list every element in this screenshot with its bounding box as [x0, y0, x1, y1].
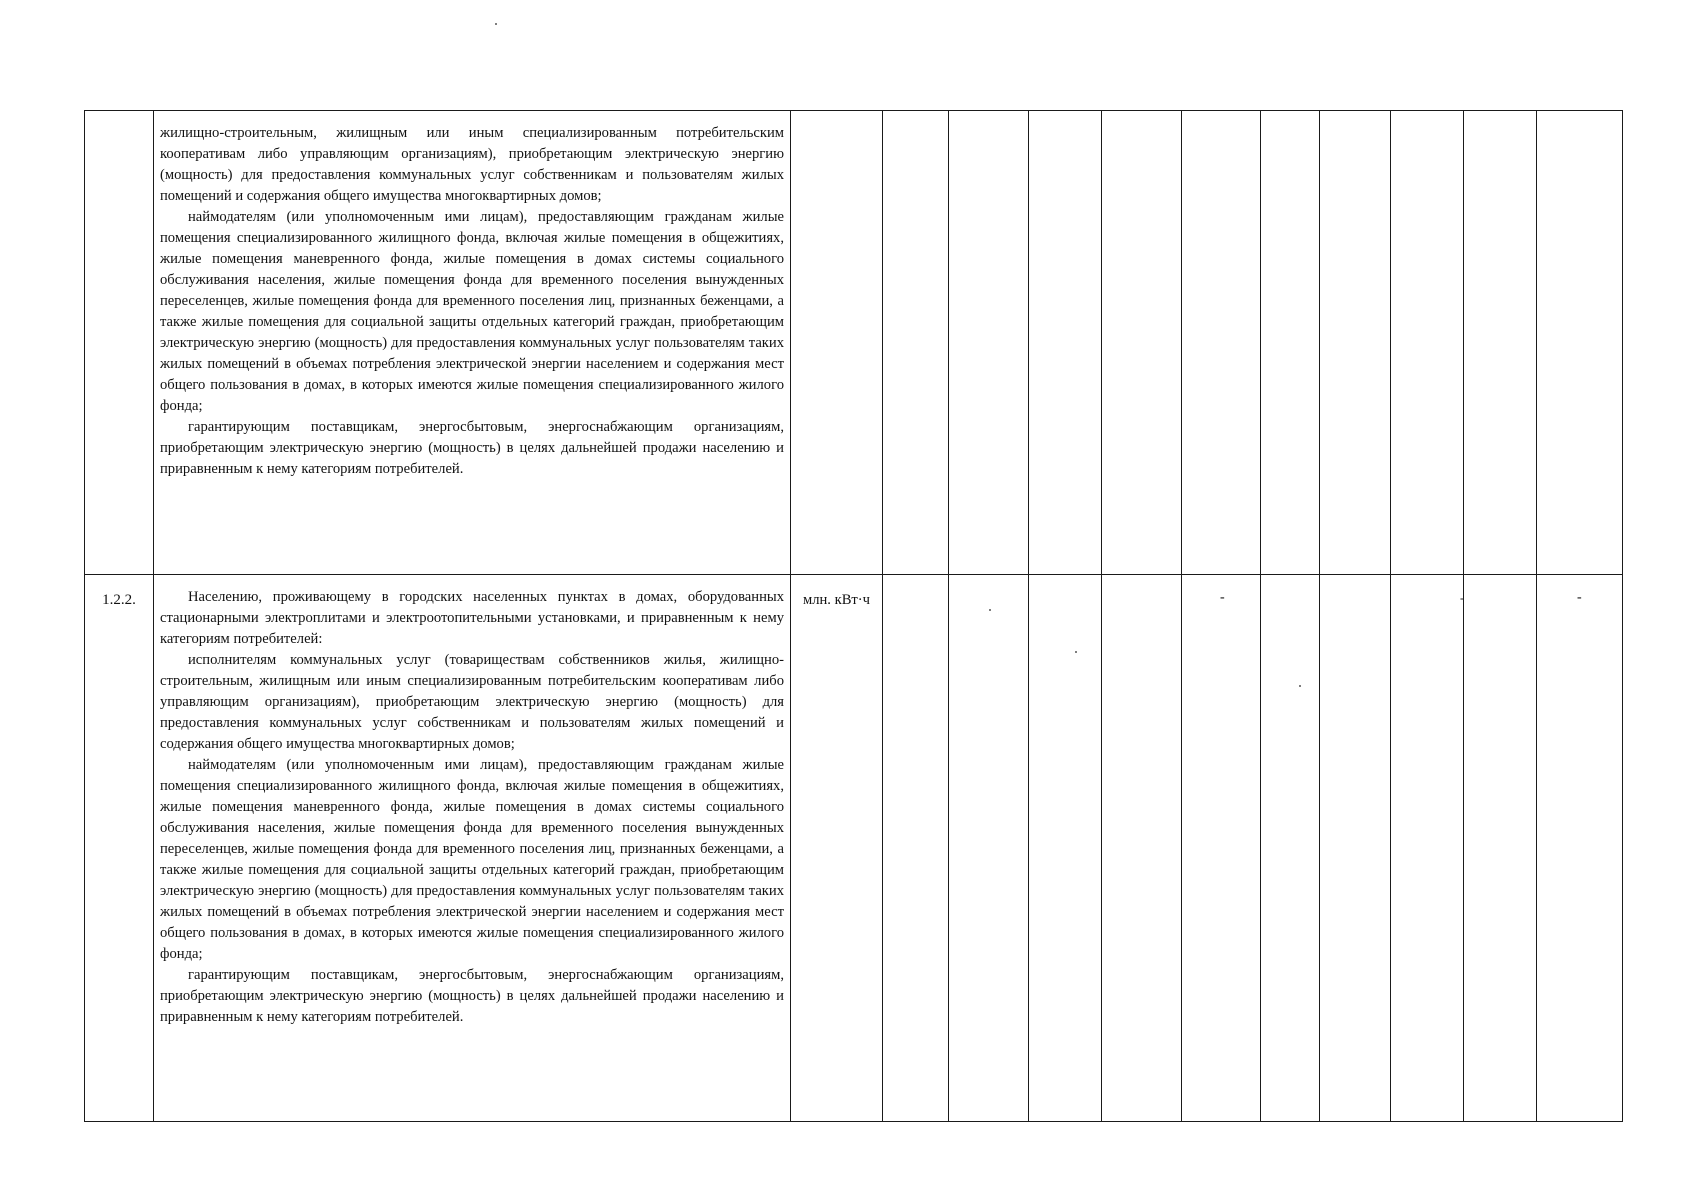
- value-cell: [1537, 111, 1623, 575]
- value-cell: [1182, 575, 1261, 1122]
- value-cell: [1464, 111, 1537, 575]
- value-cell: [1261, 575, 1320, 1122]
- scan-speck: [495, 23, 497, 25]
- scan-speck: [1299, 685, 1301, 687]
- value-cell: [883, 111, 949, 575]
- row-unit: [791, 111, 883, 575]
- row-description: [154, 111, 791, 575]
- value-cell: [1391, 575, 1464, 1122]
- value-cell: [1102, 575, 1182, 1122]
- table-row: [85, 575, 1623, 1122]
- value-cell: [1320, 575, 1391, 1122]
- description-paragraph: наймодателям (или уполномоченным ими лицам), предоставляющим гражданам жилые помещения специализированного жилищного фонда, включая жилые помещения в общежитиях, жилые помещения маневренного фонда, жилые помещения в домах системы социального обслуживания населения, жилые помещения фонда для временного поселения вынужденных переселенцев, жилые помещения фонда для временного поселения лиц, признанных беженцами, а также жилые помещения для социальной защиты отдельных категорий граждан, приобретающим электрическую энергию (мощность) для предоставления коммунальных услуг пользователям таких жилых помещений в объемах потребления электрической энергии населением и содержания мест общего пользования в домах, в которых имеются жилые помещения специализированного жилого фонда;: [160, 757, 784, 962]
- value-cell: [1320, 111, 1391, 575]
- value-dash: -: [1460, 591, 1464, 605]
- description-paragraph: наймодателям (или уполномоченным ими лицам), предоставляющим гражданам жилые помещения специализированного жилищного фонда, включая жилые помещения в общежитиях, жилые помещения маневренного фонда, жилые помещения в домах системы социального обслуживания населения, жилые помещения фонда для временного поселения вынужденных переселенцев, жилые помещения фонда для временного поселения лиц, признанных беженцами, а также жилые помещения для социальной защиты отдельных категорий граждан, приобретающим электрическую энергию (мощность) для предоставления коммунальных услуг пользователям таких жилых помещений в объемах потребления электрической энергии населением и содержания мест общего пользования в домах, в которых имеются жилые помещения специализированного жилого фонда;: [160, 209, 784, 414]
- value-cell: [883, 575, 949, 1122]
- value-cell: [1182, 111, 1261, 575]
- scan-speck: [1075, 651, 1077, 653]
- row-unit: млн. кВт·ч: [791, 575, 883, 1122]
- value-cell: [1460, 575, 1537, 1122]
- value-cell: [1102, 111, 1182, 575]
- value-dash: -: [1577, 590, 1582, 605]
- value-cell: [1029, 575, 1102, 1122]
- value-cell: [1261, 111, 1320, 575]
- scan-speck: [989, 609, 991, 611]
- data-table: [84, 110, 1623, 1122]
- description-paragraph: исполнителям коммунальных услуг (товариществам собственников жилья, жилищно-строительным, жилищным или иным специализированным потребительским кооперативам либо управляющим организациям), приобретающим электрическую энергию (мощность) для предоставления коммунальных услуг собственникам и пользователям жилых помещений и содержания общего имущества многоквартирных домов;: [160, 652, 784, 752]
- row-number: 1.2.2.: [85, 575, 154, 1122]
- value-cell: [949, 111, 1029, 575]
- value-cell: [949, 575, 1029, 1122]
- table-row: [85, 111, 1623, 575]
- description-paragraph: жилищно-строительным, жилищным или иным специализированным потребительским кооперативам либо управляющим организациям), приобретающим электрическую энергию (мощность) для предоставления коммунальных услуг собственникам и пользователям жилых помещений и содержания общего имущества многоквартирных домов;: [160, 125, 784, 204]
- description-paragraph: гарантирующим поставщикам, энергосбытовым, энергоснабжающим организациям, приобретающим электрическую энергию (мощность) в целях дальнейшей продажи населению и приравненным к нему категориям потребителей.: [160, 967, 784, 1025]
- value-cell: [1029, 111, 1102, 575]
- value-dash: -: [1220, 590, 1225, 605]
- row-description: [154, 575, 791, 1122]
- value-cell: [1391, 111, 1464, 575]
- description-paragraph: Населению, проживающему в городских населенных пунктах в домах, оборудованных стационарными электроплитами и электроотопительными установками, и приравненным к нему категориям потребителей:: [160, 589, 784, 647]
- description-paragraph: гарантирующим поставщикам, энергосбытовым, энергоснабжающим организациям, приобретающим электрическую энергию (мощность) в целях дальнейшей продажи населению и приравненным к нему категориям потребителей.: [160, 419, 784, 477]
- row-number: [85, 111, 154, 575]
- value-cell: [1537, 575, 1623, 1122]
